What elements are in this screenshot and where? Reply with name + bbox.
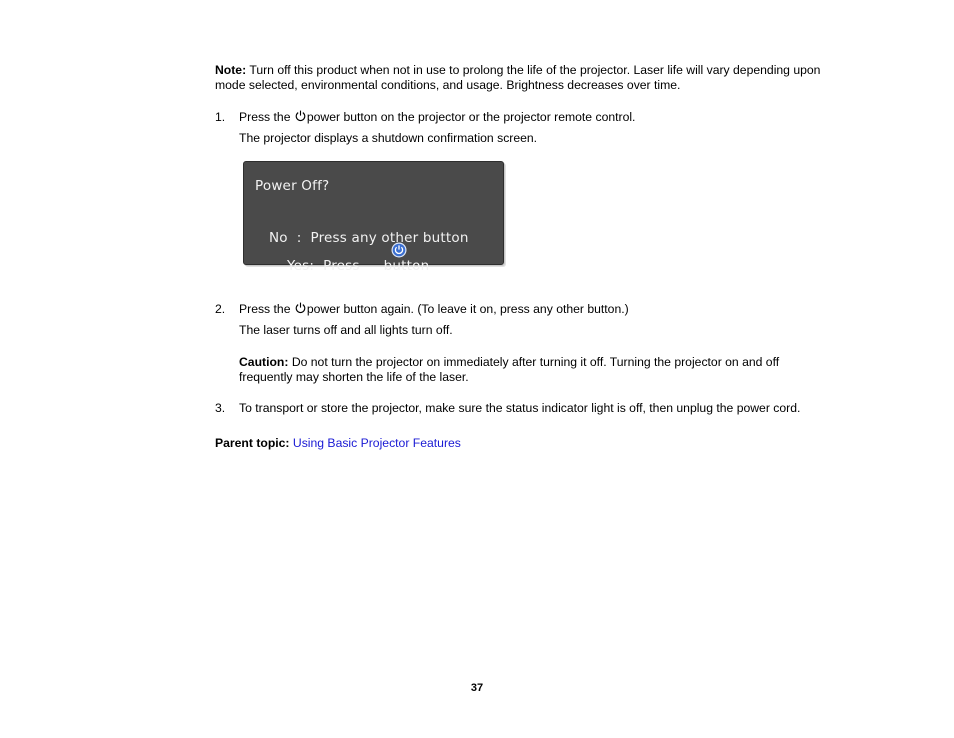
caution-paragraph xyxy=(239,355,829,384)
step-2-text xyxy=(239,302,829,317)
step-3-text: To transport or store the projector, make sure the status indicator light is off, then unplug the power cord. xyxy=(239,401,801,415)
step-2-after: power button again. (To leave it on, press any other button.) xyxy=(306,302,629,316)
parent-topic-label: Parent topic: xyxy=(215,436,290,450)
page-number: 37 xyxy=(470,682,484,694)
screen-yes-label: Yes: Press xyxy=(286,257,360,274)
step-1-text xyxy=(239,110,829,125)
parent-topic-link[interactable]: Using Basic Projector Features xyxy=(292,436,461,450)
note-paragraph xyxy=(215,63,830,92)
step-1-after: power button on the projector or the projector remote control. xyxy=(306,110,636,124)
caution-label: Caution: xyxy=(239,355,289,369)
screen-yes-line xyxy=(269,213,429,288)
note-text: Turn off this product when not in use to prolong the life of the projector. Laser life will vary depending upon mode selected, environmental conditions, and usage. Brightness decreases over time. xyxy=(215,63,821,92)
step-1-number: 1. xyxy=(215,110,226,124)
screen-yes-suffix: button xyxy=(383,257,430,274)
screen-title: Power Off? xyxy=(255,178,330,194)
power-icon xyxy=(295,110,306,122)
step-1-before: Press the xyxy=(239,110,291,124)
step-2-number: 2. xyxy=(215,302,226,316)
step-3-number: 3. xyxy=(215,401,226,415)
step-2-before: Press the xyxy=(239,302,291,316)
parent-topic xyxy=(215,436,461,451)
step-1-result: The projector displays a shutdown confirmation screen. xyxy=(239,131,538,145)
step-2-result: The laser turns off and all lights turn off. xyxy=(239,323,453,337)
shutdown-confirmation-screen xyxy=(243,161,504,274)
note-label: Note: xyxy=(215,63,247,77)
screen-no-line: No : Press any other button xyxy=(269,230,469,246)
caution-text: Do not turn the projector on immediately after turning it off. Turning the projector on and off frequently may shorten the life of the laser. xyxy=(239,355,780,384)
power-icon xyxy=(295,302,306,314)
